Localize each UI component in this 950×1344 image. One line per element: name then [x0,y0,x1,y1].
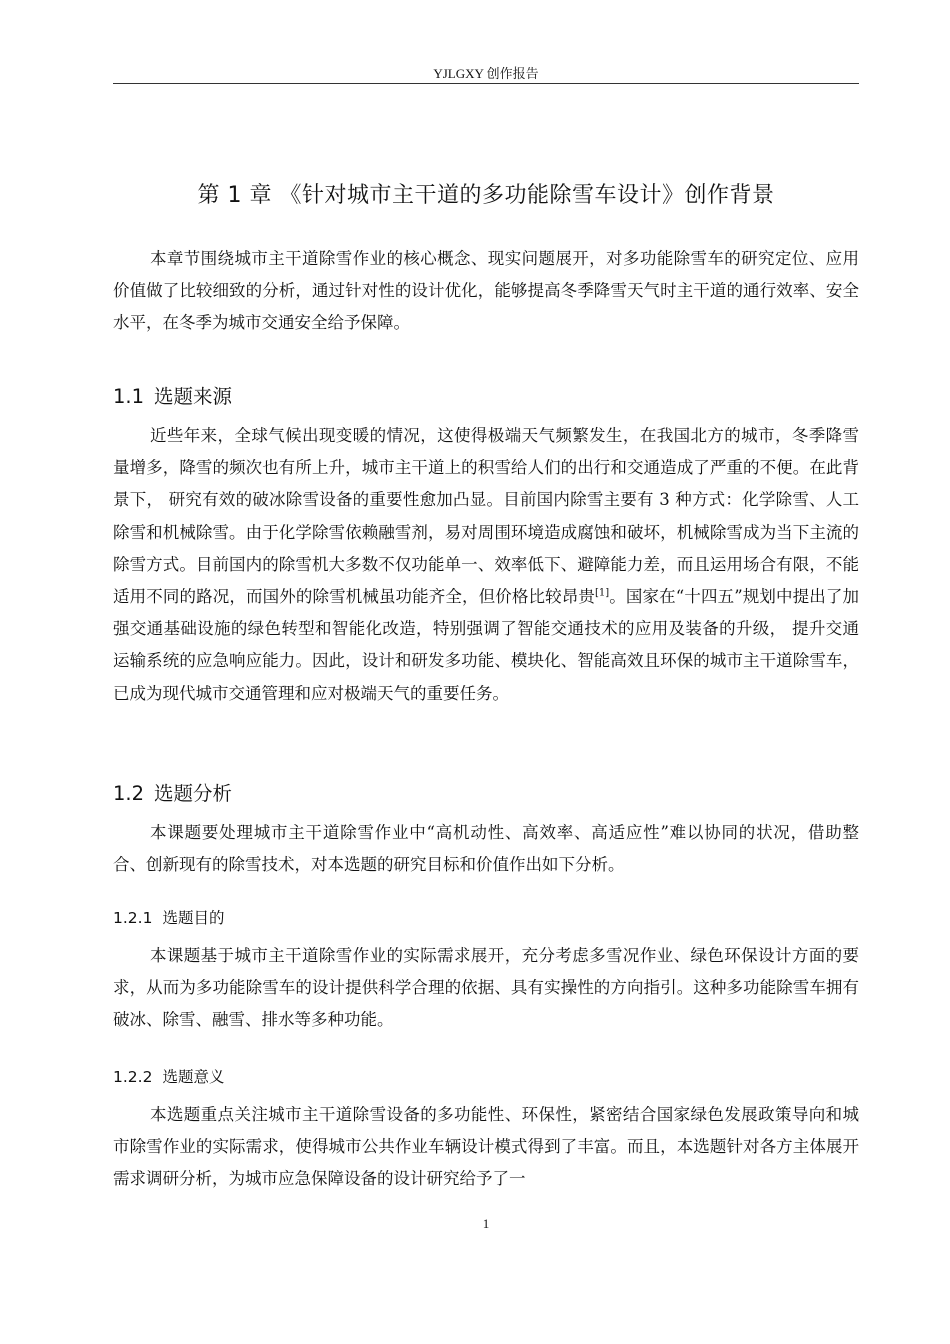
paragraph-text-part: 近些年来，全球气候出现变暖的情况，这使得极端天气频繁发生，在我国北方的城市，冬季降雪量增多，降雪的频次也有所上升，城市主干道上的积雪给人们的出行和交通造成了严重的不便。在此背景下， 研究有效的破冰除雪设备的重要性愈加凸显。目前国内除雪主要有 3 种方式：化学除雪、人工除雪和机械除雪。由于化学除雪依赖融雪剂，易对周围环境造成腐蚀和破坏，机械除雪成为当下主流的除雪方式。目前国内的除雪机大多数不仅功能单一、效率低下、避障能力差，而且运用场合有限，不能适用不同的路况，而国外的除雪机械虽功能齐全，但价格比较昂贵 [113,426,859,607]
section-number: 1.2.1 [113,909,153,927]
section-heading-1-2 [113,778,232,806]
section-1-2-1-paragraph: 本课题基于城市主干道除雪作业的实际需求展开，充分考虑多雪况作业、绿色环保设计方面的要求，从而为多功能除雪车的设计提供科学合理的依据、具有实操性的方向指引。这种多功能除雪车拥有破冰、除雪、融雪、排水等多种功能。 [113,946,859,1030]
section-number: 1.1 [113,385,145,408]
section-title: 选题目的 [162,909,225,927]
section-1-1-paragraph [113,420,859,710]
section-number: 1.2 [113,782,145,805]
header-divider [113,83,859,84]
section-1-2-2-paragraph: 本选题重点关注城市主干道除雪设备的多功能性、环保性，紧密结合国家绿色发展政策导向和城市除雪作业的实际需求，使得城市公共作业车辆设计模式得到了丰富。而且，本选题针对各方主体展开需求调研分析，为城市应急保障设备的设计研究给予了一 [113,1105,859,1189]
running-header: YJLGXY 创作报告 [433,66,539,81]
section-number: 1.2.2 [113,1068,153,1086]
page-number: 1 [482,1216,490,1231]
section-title: 选题意义 [162,1068,225,1086]
citation-reference[interactable]: [1] [595,587,610,599]
intro-paragraph: 本章节围绕城市主干道除雪作业的核心概念、现实问题展开，对多功能除雪车的研究定位、应用价值做了比较细致的分析，通过针对性的设计优化，能够提高冬季降雪天气时主干道的通行效率、安全水平，在冬季为城市交通安全给予保障。 [113,249,859,333]
chapter-title: 第 1 章 《针对城市主干道的多功能除雪车设计》创作背景 [197,183,775,208]
section-title: 选题分析 [154,782,233,805]
section-1-2-paragraph: 本课题要处理城市主干道除雪作业中“高机动性、高效率、高适应性”难以协同的状况，借助整合、创新现有的除雪技术，对本选题的研究目标和价值作出如下分析。 [113,823,859,875]
paragraph-text-part: 。国家在“十四五”规划中提出了加强交通基础设施的绿色转型和智能化改造，特别强调了智能交通技术的应用及装备的升级， 提升交通运输系统的应急响应能力。因此，设计和研发多功能、模块化、智能高效且环保的城市主干道除雪车， 已成为现代城市交通管理和应对极端天气的重要任务。 [113,587,859,703]
section-title: 选题来源 [154,385,233,408]
section-heading-1-2-1 [113,906,224,928]
section-heading-1-1 [113,381,232,409]
section-heading-1-2-2 [113,1065,224,1087]
